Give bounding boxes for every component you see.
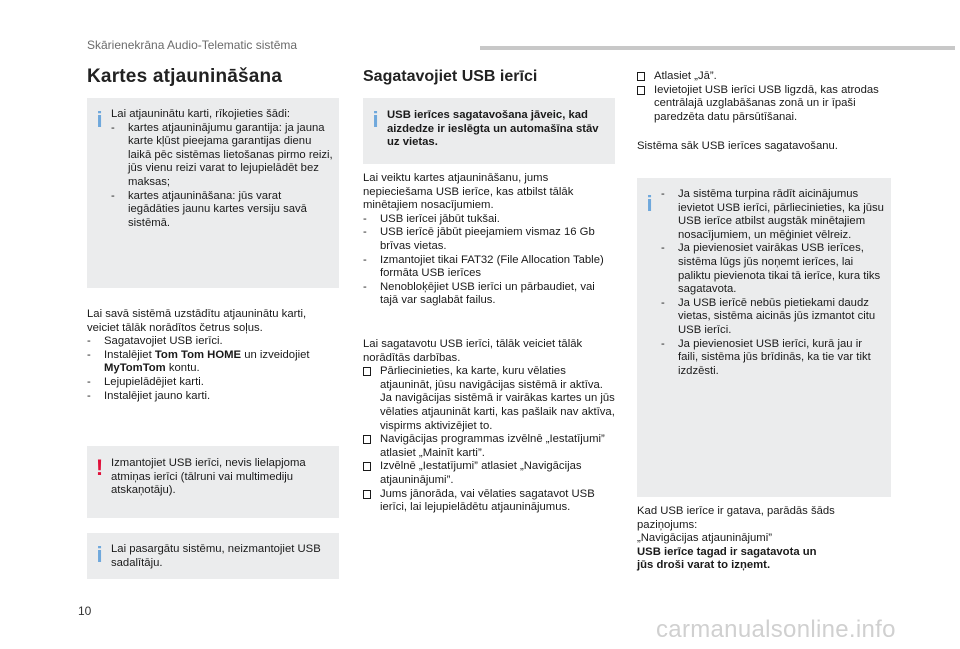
step-item: - Instalējiet Tom Tom HOME un izveidojiet MyTomTom kontu. <box>87 348 310 375</box>
info-note-text: Lai pasargātu sistēmu, neizmantojiet USB sadalītāju. <box>111 543 321 569</box>
warning-icon: ! <box>95 455 104 480</box>
info-note-item: - Ja USB ierīcē nebūs pietiekami daudz vietas, sistēma aicinās jūs izmantot citu USB ierīci. <box>661 296 876 336</box>
arrow-icon <box>637 72 645 81</box>
procedure-item: Pārliecinieties, ka karte, kuru vēlaties atjaunināt, jūsu navigācijas sistēmā ir aktīva. Ja navigācijas sistēmā ir vairākas kartes un jūs vēlaties atjaunināt karti, kas pašlaik nav aktīva, vispirms aktivizējiet to. <box>363 365 615 433</box>
info-icon: i <box>646 191 653 216</box>
info-icon: i <box>96 542 103 567</box>
info-icon: i <box>372 107 379 132</box>
info-note-intro: Lai atjauninātu karti, rīkojieties šādi: <box>111 108 290 120</box>
running-header: Skārienekrāna Audio-Telematic sistēma <box>87 38 298 52</box>
step-item: - Sagatavojiet USB ierīci. <box>87 335 223 348</box>
continue-steps-block <box>637 70 889 124</box>
arrow-icon <box>363 462 371 471</box>
ready-message: „Navigācijas atjauninājumi” <box>637 532 772 545</box>
ready-message-bold: USB ierīce tagad ir sagatavota un <box>637 545 817 558</box>
info-note-item: - Ja pievienosiet vairākas USB ierīces, sistēma lūgs jūs noņemt ierīces, lai paliktu pievienota tikai tā ierīce, kura tiks sagatavota. <box>661 242 881 296</box>
requirements-block <box>363 172 615 308</box>
requirement-item: - Izmantojiet tikai FAT32 (File Allocation Table) formāta USB ierīces <box>363 253 604 280</box>
page-number: 10 <box>78 604 92 618</box>
info-note-usb-hub <box>87 533 339 579</box>
arrow-icon <box>363 435 371 444</box>
watermark: carmanualsonline.info <box>656 616 896 643</box>
steps-intro: Lai savā sistēmā uzstādītu atjauninātu karti, veiciet tālāk norādītos četrus soļus. <box>87 308 307 334</box>
info-note-map-update <box>87 98 339 288</box>
procedure-item: Atlasiet „Jā”. <box>637 70 889 84</box>
ready-message-bold: jūs droši varat to izņemt. <box>637 559 771 572</box>
procedure-item: Jums jānorāda, vai vēlaties sagatavot USB ierīci, lai lejupielādētu atjauninājumus. <box>363 488 615 515</box>
info-note-item: - Ja pievienosiet USB ierīci, kurā jau ir faili, sistēma jūs brīdinās, ka tie var tikt izdzēsti. <box>661 337 871 377</box>
requirement-item: - USB ierīcē jābūt pieejamiem vismaz 16 Gb brīvas vietas. <box>363 226 595 252</box>
info-icon: i <box>96 107 103 132</box>
step-item: - Lejupielādējiet karti. <box>87 375 204 388</box>
preparation-start-text: Sistēma sāk USB ierīces sagatavošanu. <box>637 140 838 152</box>
steps-block <box>87 308 339 403</box>
info-note-usb-issues <box>637 178 891 497</box>
info-note-item: - kartes atjauninājumu garantija: ja jauna karte kļūst pieejama garantijas dienu laikā pēc sistēmas lietošanas pirmo reizi, jūs vienu reizi varat to lejupielādēt bez maksas; <box>111 121 333 188</box>
requirements-intro: Lai veiktu kartes atjaunināšanu, jums nepieciešama USB ierīce, kas atbilst tālāk minētajiem nosacījumiem. <box>363 172 574 212</box>
step-item: - Instalējiet jauno karti. <box>87 389 211 402</box>
requirement-item: - USB ierīcei jābūt tukšai. <box>363 212 500 225</box>
procedure-item: Izvēlnē „Iestatījumi” atlasiet „Navigācijas atjauninājumi”. <box>363 460 615 487</box>
procedure-item: Navigācijas programmas izvēlnē „Iestatījumi” atlasiet „Mainīt karti”. <box>363 433 615 460</box>
header-rule <box>480 46 955 50</box>
info-note-ignition <box>363 98 615 164</box>
ready-message-block <box>637 505 889 573</box>
section-heading-prepare-usb: Sagatavojiet USB ierīci <box>363 68 538 85</box>
procedure-intro: Lai sagatavotu USB ierīci, tālāk veiciet tālāk norādītās darbības. <box>363 338 583 364</box>
info-note-item: - Ja sistēma turpina rādīt aicinājumus ievietot USB ierīci, pārliecinieties, ka jūsu USB ierīce atbilst augstāk minētajiem nosacījumiem, un mēģiniet vēlreiz. <box>661 188 884 241</box>
warning-note <box>87 446 339 518</box>
requirement-item: - Nenobloķējiet USB ierīci un pārbaudiet, vai tajā var saglabāt failus. <box>363 280 595 307</box>
arrow-icon <box>363 490 371 499</box>
info-note-item: - kartes atjaunināšana: jūs varat iegādāties jaunu kartes versiju savā sistēmā. <box>111 189 307 229</box>
arrow-icon <box>363 367 371 376</box>
info-note-text: USB ierīces sagatavošana jāveic, kad aizdedze ir ieslēgta un automašīna stāv uz vietas. <box>387 109 599 149</box>
warning-note-text: Izmantojiet USB ierīci, nevis lielapjoma atmiņas ierīci (tālruni vai multimediju atskaņotāju). <box>111 457 306 497</box>
section-heading-map-update: Kartes atjaunināšana <box>87 66 283 87</box>
procedure-item: Ievietojiet USB ierīci USB ligzdā, kas atrodas centrālajā uzglabāšanas zonā un ir īpaši paredzēta datu pārsūtīšanai. <box>637 84 889 125</box>
arrow-icon <box>637 86 645 95</box>
procedure-block <box>363 338 615 515</box>
ready-intro: Kad USB ierīce ir gatava, parādās šāds paziņojums: <box>637 505 835 531</box>
